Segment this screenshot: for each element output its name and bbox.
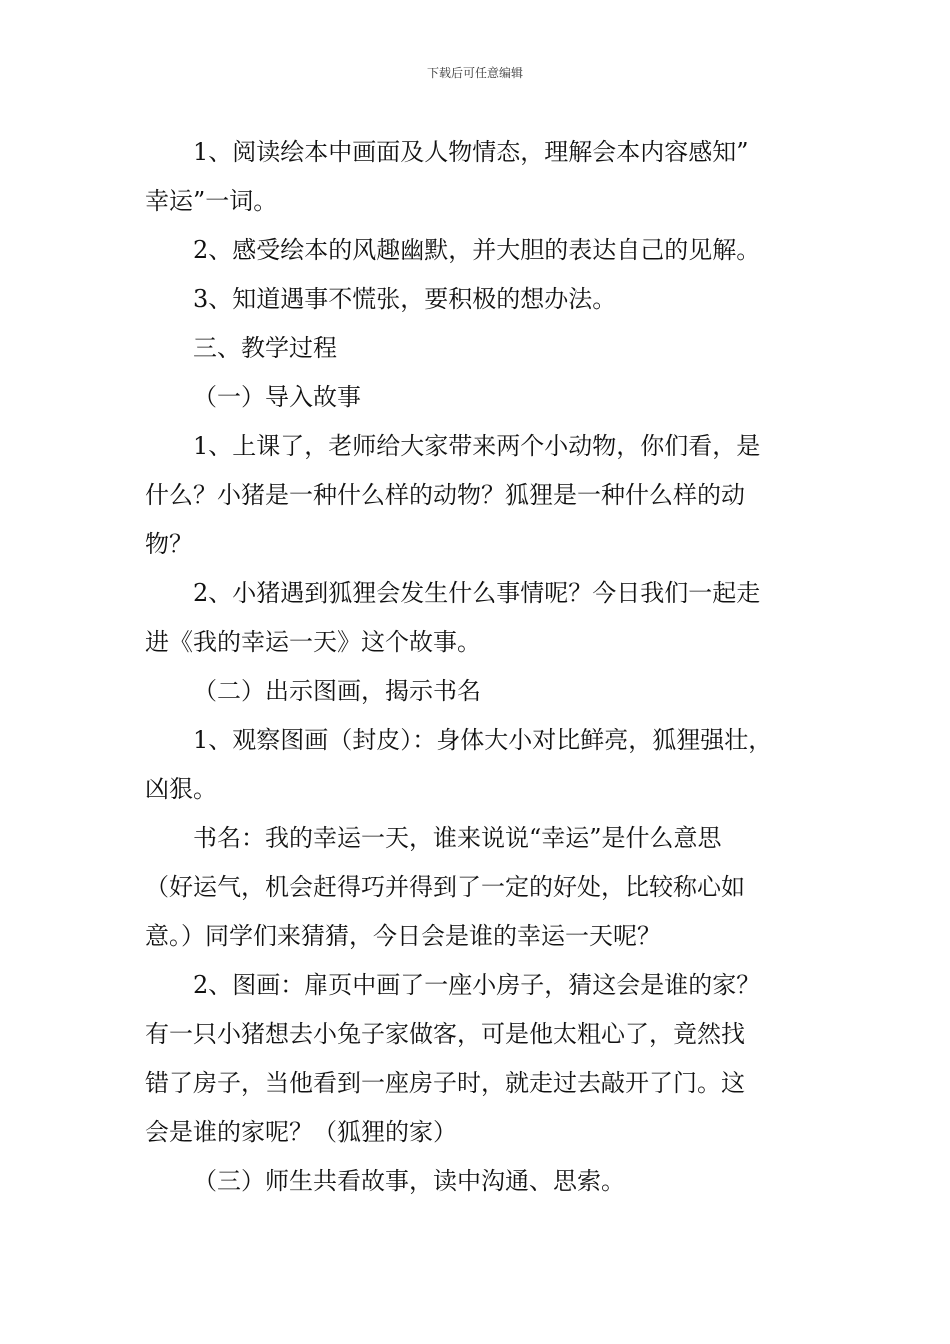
- text-line: 2、图画：扉页中画了一座小房子，猜这会是谁的家？: [193, 971, 761, 999]
- text-line: 2、小猪遇到狐狸会发生什么事情呢？今日我们一起走: [193, 579, 761, 607]
- text-line: （一）导入故事: [193, 383, 361, 411]
- text-line: 凶狠。: [145, 775, 217, 803]
- text-line: 物？: [145, 530, 193, 558]
- text-line: 意。）同学们来猜猜，今日会是谁的幸运一天呢？: [145, 922, 661, 950]
- text-line: 1、阅读绘本中画面及人物情态，理解会本内容感知”: [193, 138, 749, 166]
- text-line: 3、知道遇事不慌张，要积极的想办法。: [193, 285, 617, 313]
- paragraph: [145, 128, 825, 226]
- paragraph: [145, 667, 825, 716]
- paragraph: [145, 373, 825, 422]
- text-line: 书名：我的幸运一天，谁来说说“幸运”是什么意思: [193, 824, 722, 852]
- paragraph: [145, 324, 825, 373]
- text-line: （好运气，机会赶得巧并得到了一定的好处，比较称心如: [145, 873, 745, 901]
- document-body: [145, 128, 825, 1206]
- text-line: 三、教学过程: [193, 334, 337, 362]
- text-line: 错了房子，当他看到一座房子时，就走过去敲开了门。这: [145, 1069, 745, 1097]
- paragraph: [145, 275, 825, 324]
- text-line: 会是谁的家呢？（狐狸的家）: [145, 1118, 457, 1146]
- text-line: 有一只小猪想去小兔子家做客，可是他太粗心了，竟然找: [145, 1020, 745, 1048]
- text-line: 什么？小猪是一种什么样的动物？狐狸是一种什么样的动: [145, 481, 745, 509]
- text-line: 1、上课了，老师给大家带来两个小动物，你们看，是: [193, 432, 761, 460]
- paragraph: [145, 961, 825, 1157]
- paragraph: [145, 716, 825, 814]
- text-line: 2、感受绘本的风趣幽默，并大胆的表达自己的见解。: [193, 236, 761, 264]
- paragraph: [145, 569, 825, 667]
- paragraph: [145, 226, 825, 275]
- paragraph: [145, 1157, 825, 1206]
- text-line: 进《我的幸运一天》这个故事。: [145, 628, 481, 656]
- text-line: 1、观察图画（封皮）：身体大小对比鲜亮，狐狸强壮，: [193, 726, 773, 754]
- paragraph: [145, 814, 825, 961]
- text-line: 幸运”一词。: [145, 187, 278, 215]
- text-line: （二）出示图画，揭示书名: [193, 677, 481, 705]
- page-header-note: 下载后可任意编辑: [426, 66, 523, 80]
- paragraph: [145, 422, 825, 569]
- text-line: （三）师生共看故事，读中沟通、思索。: [193, 1167, 625, 1195]
